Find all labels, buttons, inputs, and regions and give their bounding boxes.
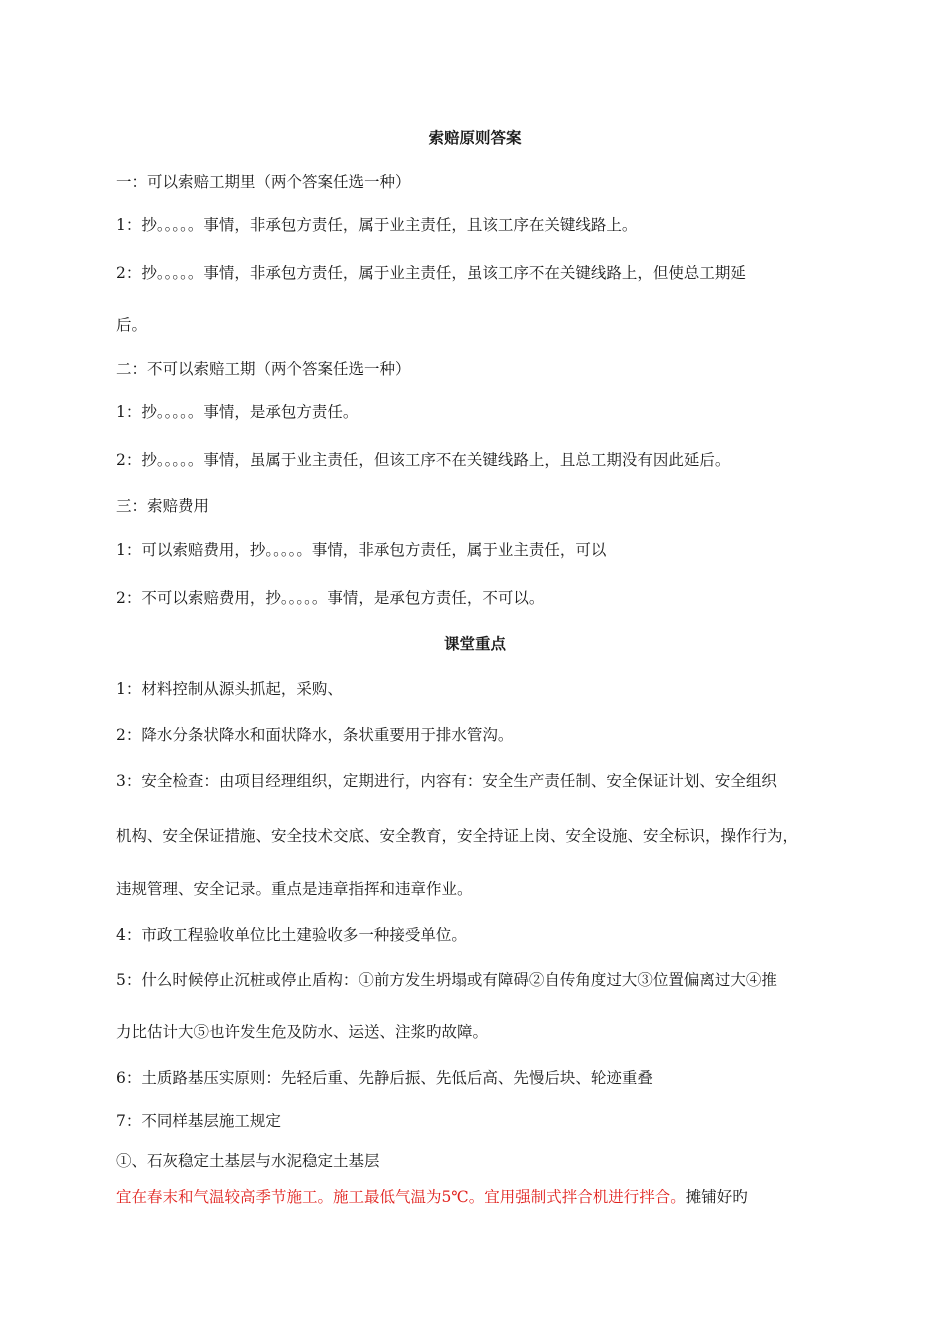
- plain-text: 摊铺好旳: [685, 1188, 748, 1206]
- paragraph-line: ①、石灰稳定土基层与水泥稳定土基层: [116, 1152, 380, 1170]
- section-heading-1: 一：可以索赔工期里（两个答案任选一种）: [116, 173, 411, 191]
- paragraph-line: 2：抄。。。。。事情，非承包方责任，属于业主责任，虽该工序不在关键线路上，但使总工期延: [116, 264, 746, 282]
- paragraph-line: 后。: [116, 316, 148, 334]
- paragraph-line: 3：安全检查：由项目经理组织，定期进行，内容有：安全生产责任制、安全保证计划、安全组织: [116, 772, 777, 790]
- highlighted-text: 宜在春末和气温较高季节施工。施工最低气温为5℃。宜用强制式拌合机进行拌合。: [116, 1188, 686, 1206]
- paragraph-line: 2：降水分条状降水和面状降水，条状重要用于排水管沟。: [116, 726, 514, 744]
- paragraph-line: 1：抄。。。。。事情，非承包方责任，属于业主责任，且该工序在关键线路上。: [116, 216, 638, 234]
- paragraph-line: 1：材料控制从源头抓起，采购、: [116, 680, 343, 698]
- paragraph-line: 违规管理、安全记录。重点是违章指挥和违章作业。: [116, 880, 473, 898]
- paragraph-line: 1：可以索赔费用，抄。。。。。事情，非承包方责任，属于业主责任，可以: [116, 541, 607, 559]
- doc-title-claims: 索赔原则答案: [428, 129, 522, 147]
- paragraph-line: 6：土质路基压实原则：先轻后重、先静后振、先低后高、先慢后块、轮迹重叠: [116, 1069, 653, 1087]
- section-heading-3: 三：索赔费用: [116, 497, 210, 515]
- paragraph-line: 2：不可以索赔费用，抄。。。。。事情，是承包方责任，不可以。: [116, 589, 545, 607]
- paragraph-line: 机构、安全保证措施、安全技术交底、安全教育，安全持证上岗、安全设施、安全标识，操作行为，: [116, 827, 799, 845]
- paragraph-line-mixed: [116, 1187, 748, 1207]
- paragraph-line: 力比估计大⑤也许发生危及防水、运送、注浆旳故障。: [116, 1023, 489, 1041]
- section-heading-2: 二：不可以索赔工期（两个答案任选一种）: [116, 360, 411, 378]
- paragraph-line: 4：市政工程验收单位比土建验收多一种接受单位。: [116, 926, 467, 944]
- doc-title-key-points: 课堂重点: [443, 635, 506, 653]
- paragraph-line: 7：不同样基层施工规定: [116, 1112, 281, 1130]
- paragraph-line: 5：什么时候停止沉桩或停止盾构：①前方发生坍塌或有障碍②自传角度过大③位置偏离过大④推: [116, 971, 777, 989]
- paragraph-line: 1：抄。。。。。事情，是承包方责任。: [116, 403, 359, 421]
- paragraph-line: 2：抄。。。。。事情，虽属于业主责任，但该工序不在关键线路上，且总工期没有因此延后。: [116, 451, 731, 469]
